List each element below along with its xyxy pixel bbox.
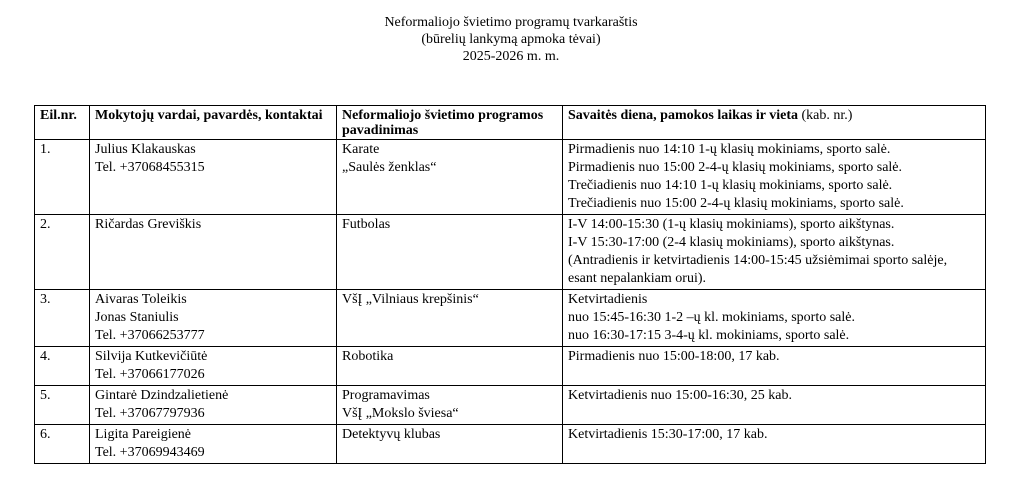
schedule-line: Ketvirtadienis 15:30-17:00, 17 kab. [568, 427, 768, 442]
program-name: VšĮ „Vilniaus krepšinis“ [342, 292, 479, 307]
program-cell [337, 215, 563, 290]
program-cell [337, 347, 563, 386]
schedule-line: Pirmadienis nuo 14:10 1-ų klasių mokiniams, sporto salė. [568, 142, 891, 157]
schedule-line: I-V 15:30-17:00 (2-4 klasių mokiniams), sporto aikštynas. [568, 235, 895, 250]
teacher-phone: Tel. +37066177026 [95, 367, 205, 382]
table-row [35, 290, 986, 347]
header-teacher: Mokytojų vardai, pavardės, kontaktai [90, 106, 337, 140]
title-line-2: (būrelių lankymą apmoka tėvai) [421, 32, 601, 47]
teacher-name: Ričardas Greviškis [95, 217, 202, 232]
teacher-name: Jonas Staniulis [95, 310, 179, 325]
header-program: Neformaliojo švietimo programos pavadinimas [337, 106, 563, 140]
header-schedule [563, 106, 986, 140]
teacher-phone: Tel. +37068455315 [95, 160, 205, 175]
teacher-phone: Tel. +37069943469 [95, 445, 205, 460]
program-name: Programavimas [342, 388, 430, 403]
header-nr: Eil.nr. [35, 106, 90, 140]
program-cell [337, 386, 563, 425]
teacher-cell [90, 347, 337, 386]
teacher-name: Silvija Kutkevičiūtė [95, 349, 208, 364]
schedule-cell [563, 140, 986, 215]
table-row [35, 386, 986, 425]
program-cell [337, 425, 563, 464]
table-row [35, 347, 986, 386]
schedule-cell [563, 290, 986, 347]
schedule-line: Pirmadienis nuo 15:00 2-4-ų klasių mokiniams, sporto salė. [568, 160, 903, 175]
program-name: Karate [342, 142, 380, 157]
header-schedule-bold: Savaitės diena, pamokos laikas ir vieta [568, 108, 798, 123]
schedule-line: Trečiadienis nuo 14:10 1-ų klasių mokiniams, sporto salė. [568, 178, 893, 193]
title-line-3: 2025-2026 m. m. [462, 49, 560, 64]
teacher-cell [90, 290, 337, 347]
program-name: Detektyvų klubas [342, 427, 441, 442]
row-nr: 2. [35, 215, 90, 290]
row-nr: 5. [35, 386, 90, 425]
program-name: Futbolas [342, 217, 391, 232]
teacher-phone: Tel. +37067797936 [95, 406, 205, 421]
schedule-line: Pirmadienis nuo 15:00-18:00, 17 kab. [568, 349, 780, 364]
schedule-line: nuo 15:45-16:30 1-2 –ų kl. mokiniams, sporto salė. [568, 310, 855, 325]
row-nr: 4. [35, 347, 90, 386]
schedule-line: (Antradienis ir ketvirtadienis 14:00-15:45 užsiėmimai sporto salėje, esant nepalankiam orui). [568, 253, 948, 286]
schedule-cell [563, 347, 986, 386]
teacher-name: Ligita Pareigienė [95, 427, 192, 442]
teacher-name: Aivaras Toleikis [95, 292, 187, 307]
row-nr: 1. [35, 140, 90, 215]
teacher-cell [90, 425, 337, 464]
title-line-1: Neformaliojo švietimo programų tvarkaraštis [384, 15, 638, 30]
teacher-cell [90, 386, 337, 425]
schedule-line: I-V 14:00-15:30 (1-ų klasių mokiniams), sporto aikštynas. [568, 217, 895, 232]
schedule-line: nuo 16:30-17:15 3-4-ų kl. mokiniams, sporto salė. [568, 328, 850, 343]
row-nr: 3. [35, 290, 90, 347]
teacher-name: Gintarė Dzindzalietienė [95, 388, 229, 403]
schedule-table [34, 105, 986, 464]
header-schedule-note: (kab. nr.) [798, 108, 853, 123]
document-title [0, 14, 1022, 65]
schedule-line: Ketvirtadienis [568, 292, 648, 307]
schedule-cell [563, 215, 986, 290]
teacher-cell [90, 215, 337, 290]
schedule-cell [563, 425, 986, 464]
program-cell [337, 290, 563, 347]
schedule-cell [563, 386, 986, 425]
table-row [35, 140, 986, 215]
program-cell [337, 140, 563, 215]
schedule-line: Ketvirtadienis nuo 15:00-16:30, 25 kab. [568, 388, 792, 403]
schedule-line: Trečiadienis nuo 15:00 2-4-ų klasių mokiniams, sporto salė. [568, 196, 904, 211]
program-subname: „Saulės ženklas“ [342, 160, 437, 175]
row-nr: 6. [35, 425, 90, 464]
teacher-phone: Tel. +37066253777 [95, 328, 205, 343]
program-subname: VšĮ „Mokslo šviesa“ [342, 406, 459, 421]
program-name: Robotika [342, 349, 394, 364]
teacher-cell [90, 140, 337, 215]
table-row [35, 215, 986, 290]
table-header-row [35, 106, 986, 140]
teacher-name: Julius Klakauskas [95, 142, 196, 157]
table-row [35, 425, 986, 464]
